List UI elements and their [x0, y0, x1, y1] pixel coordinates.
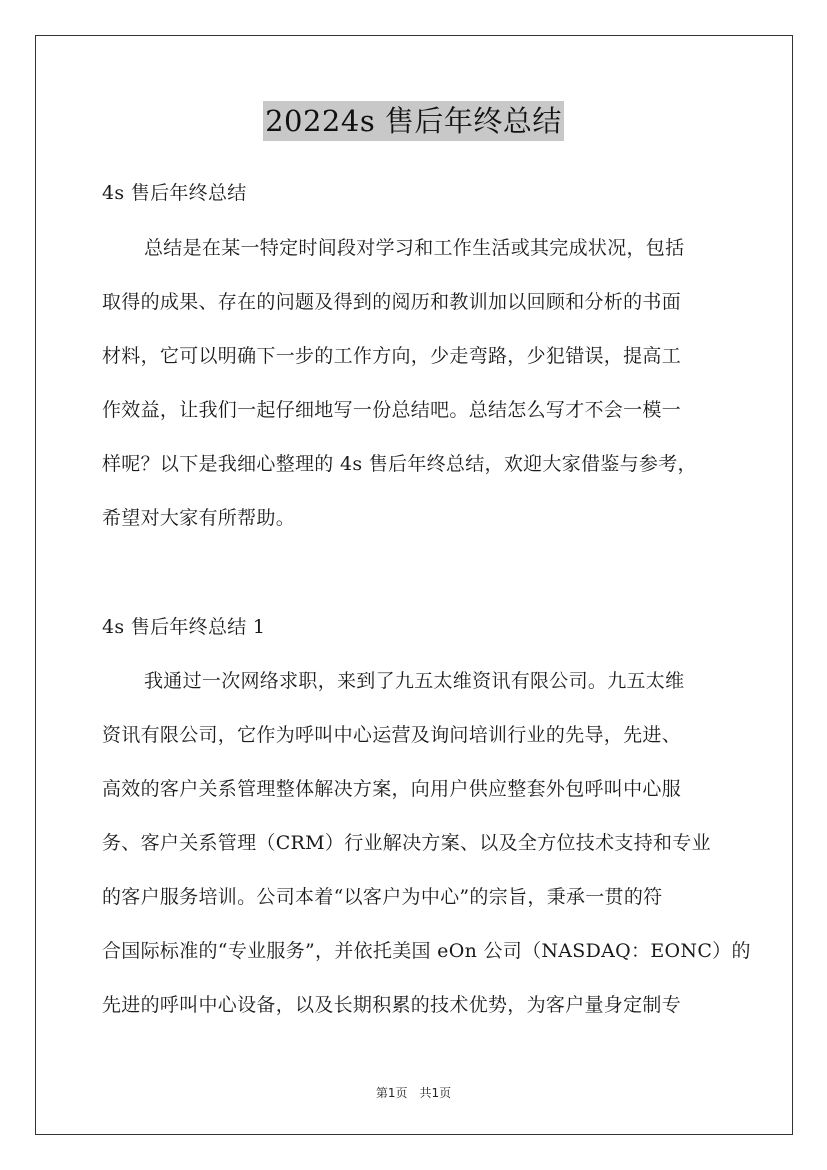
body-line: 资讯有限公司，它作为呼叫中心运营及询问培训行业的先导，先进、: [102, 724, 682, 746]
body-line: 高效的客户关系管理整体解决方案，向用户供应整套外包呼叫中心服: [102, 778, 682, 800]
intro-line: 总结是在某一特定时间段对学习和工作生活或其完成状况，包括: [144, 237, 685, 259]
body-line: 的客户服务培训。公司本着“以客户为中心”的宗旨，秉承一贯的符: [102, 886, 663, 908]
intro-line: 材料，它可以明确下一步的工作方向，少走弯路，少犯错误，提高工: [102, 345, 682, 367]
intro-line: 作效益，让我们一起仔细地写一份总结吧。总结怎么写才不会一模一: [102, 399, 682, 421]
intro-line: 取得的成果、存在的问题及得到的阅历和教训加以回顾和分析的书面: [102, 291, 682, 313]
title-container: [0, 101, 827, 141]
body-line: 务、客户关系管理（CRM）行业解决方案、以及全方位技术支持和专业: [102, 832, 711, 854]
body-line: 合国际标准的“专业服务”，并依托美国 eOn 公司（NASDAQ：EONC）的: [102, 940, 751, 962]
intro-line: 希望对大家有所帮助。: [102, 507, 296, 529]
document-title: 20224s 售后年终总结: [263, 101, 564, 141]
section-heading: 4s 售后年终总结 1: [102, 616, 266, 638]
page-footer: 第1页 共1页: [375, 1086, 452, 1100]
section-heading: 4s 售后年终总结: [102, 182, 247, 204]
intro-line: 样呢？以下是我细心整理的 4s 售后年终总结，欢迎大家借鉴与参考，: [102, 453, 697, 475]
body-line: 先进的呼叫中心设备，以及长期积累的技术优势，为客户量身定制专: [102, 994, 682, 1016]
body-line: 我通过一次网络求职，来到了九五太维资讯有限公司。九五太维: [144, 670, 685, 692]
